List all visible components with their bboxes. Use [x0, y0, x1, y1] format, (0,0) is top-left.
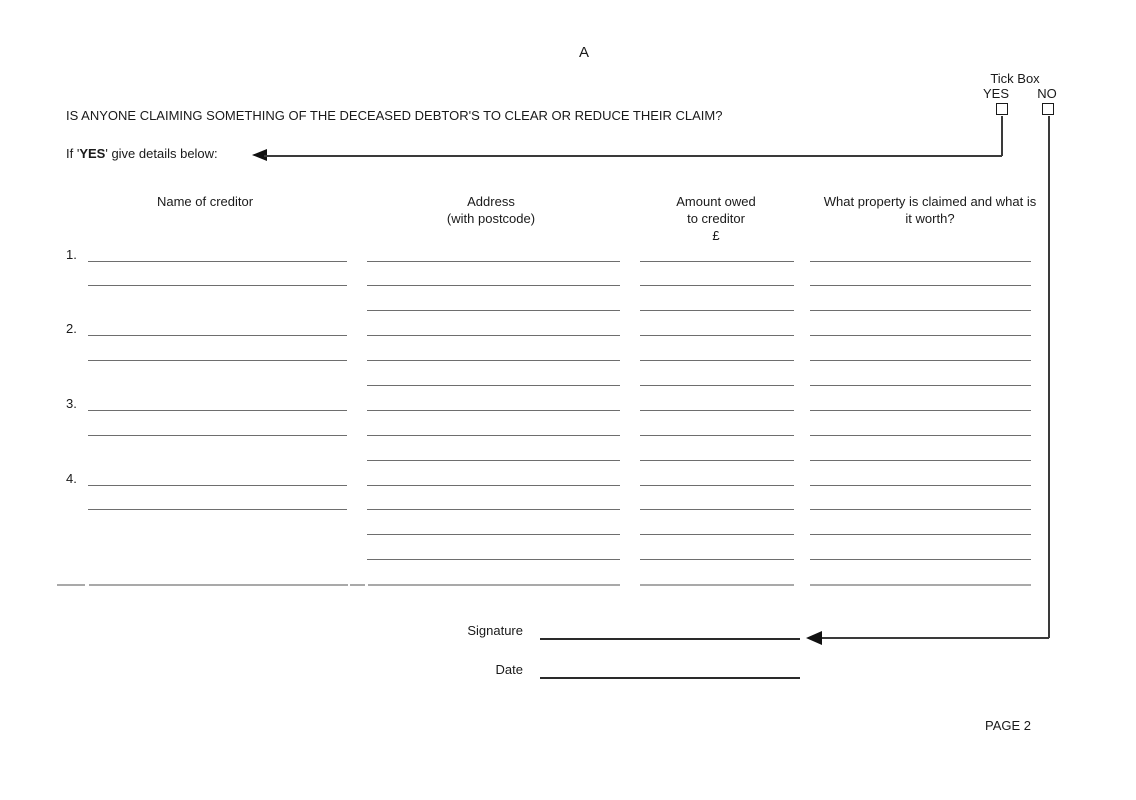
writing-line[interactable] [640, 509, 794, 510]
row-number: 4. [66, 471, 77, 486]
writing-line[interactable] [367, 410, 620, 411]
signature-line[interactable] [540, 638, 800, 640]
instruction-bold: YES [79, 146, 106, 161]
no-connector-hline [820, 637, 1049, 639]
writing-line[interactable] [810, 460, 1031, 461]
header-line: £ [712, 228, 720, 243]
header-line: to creditor [687, 211, 745, 226]
separator-line [89, 584, 348, 586]
separator-line [640, 584, 794, 586]
instruction-suffix: ' give details below: [105, 146, 218, 161]
separator-line [810, 584, 1031, 586]
tick-box-label: Tick Box [990, 71, 1040, 86]
writing-line[interactable] [640, 460, 794, 461]
date-line[interactable] [540, 677, 800, 679]
no-label: NO [1037, 86, 1057, 101]
no-checkbox[interactable] [1042, 103, 1054, 115]
writing-line[interactable] [640, 410, 794, 411]
writing-line[interactable] [810, 335, 1031, 336]
writing-line[interactable] [88, 485, 347, 486]
writing-line[interactable] [367, 360, 620, 361]
writing-line[interactable] [367, 335, 620, 336]
writing-line[interactable] [88, 360, 347, 361]
writing-line[interactable] [88, 435, 347, 436]
column-header-amount-owed [616, 193, 816, 244]
writing-line[interactable] [367, 310, 620, 311]
writing-line[interactable] [367, 385, 620, 386]
writing-line[interactable] [367, 534, 620, 535]
writing-line[interactable] [810, 410, 1031, 411]
signature-arrowhead-icon [806, 631, 822, 645]
writing-line[interactable] [367, 261, 620, 262]
writing-line[interactable] [810, 360, 1031, 361]
signature-label: Signature [467, 623, 523, 638]
writing-line[interactable] [88, 509, 347, 510]
writing-line[interactable] [810, 261, 1031, 262]
yes-connector-vline [1001, 116, 1003, 156]
writing-line[interactable] [810, 559, 1031, 560]
yes-checkbox[interactable] [996, 103, 1008, 115]
header-line: Amount owed [676, 194, 756, 209]
writing-line[interactable] [640, 261, 794, 262]
writing-line[interactable] [640, 360, 794, 361]
column-header-name-of-creditor [95, 193, 315, 210]
writing-line[interactable] [640, 335, 794, 336]
row-number: 2. [66, 321, 77, 336]
writing-line[interactable] [640, 310, 794, 311]
writing-line[interactable] [640, 385, 794, 386]
writing-line[interactable] [810, 534, 1031, 535]
writing-line[interactable] [810, 310, 1031, 311]
writing-line[interactable] [640, 285, 794, 286]
header-line: (with postcode) [446, 211, 536, 226]
date-label: Date [495, 662, 523, 677]
writing-line[interactable] [88, 410, 347, 411]
writing-line[interactable] [640, 534, 794, 535]
if-yes-instruction [66, 146, 218, 161]
writing-line[interactable] [367, 559, 620, 560]
writing-line[interactable] [810, 285, 1031, 286]
yes-connector-hline [264, 155, 1002, 157]
writing-line[interactable] [367, 485, 620, 486]
column-header-property-claimed [810, 193, 1050, 227]
writing-line[interactable] [810, 509, 1031, 510]
instruction-prefix: If ' [66, 146, 80, 161]
writing-line[interactable] [640, 485, 794, 486]
writing-line[interactable] [367, 285, 620, 286]
section-letter: A [578, 44, 589, 61]
writing-line[interactable] [810, 435, 1031, 436]
separator-line [57, 584, 85, 586]
page-number: PAGE 2 [985, 718, 1032, 733]
question-text: IS ANYONE CLAIMING SOMETHING OF THE DECEASED DEBTOR'S TO CLEAR OR REDUCE THEIR CLAIM? [66, 108, 723, 123]
yes-label: YES [982, 86, 1009, 101]
writing-line[interactable] [640, 435, 794, 436]
separator-line [368, 584, 620, 586]
writing-line[interactable] [640, 559, 794, 560]
row-number: 1. [66, 247, 77, 262]
writing-line[interactable] [810, 385, 1031, 386]
header-line: Address [467, 194, 515, 209]
writing-line[interactable] [88, 261, 347, 262]
header-line: it worth? [905, 211, 955, 226]
writing-line[interactable] [810, 485, 1031, 486]
header-line: Name of creditor [156, 194, 254, 209]
writing-line[interactable] [88, 335, 347, 336]
column-header-address [391, 193, 591, 227]
row-number: 3. [66, 396, 77, 411]
writing-line[interactable] [88, 285, 347, 286]
writing-line[interactable] [367, 509, 620, 510]
writing-line[interactable] [367, 435, 620, 436]
header-line: What property is claimed and what is [823, 194, 1037, 209]
separator-line [350, 584, 365, 586]
writing-line[interactable] [367, 460, 620, 461]
